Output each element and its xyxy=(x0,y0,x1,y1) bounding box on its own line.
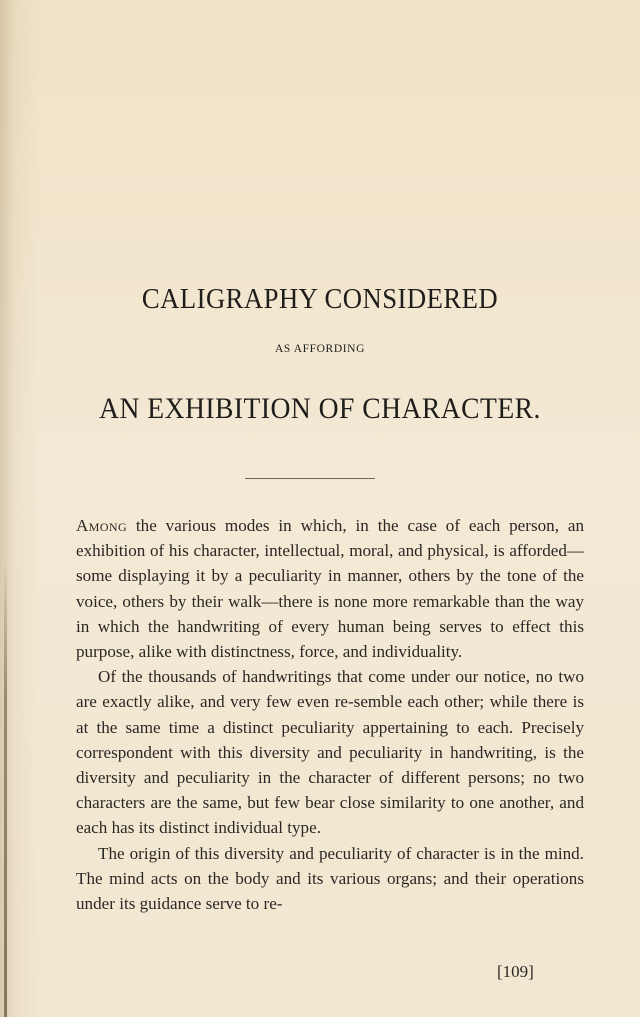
chapter-title: CALIGRAPHY CONSIDERED xyxy=(141,283,499,315)
paragraph-1-lead-word: Among xyxy=(76,516,128,535)
chapter-title-continued: AN EXHIBITION OF CHARACTER. xyxy=(99,392,541,425)
body-text xyxy=(76,513,584,916)
paragraph-2: Of the thousands of handwritings that come under our notice, no two are exactly alike, and very few even re-semble each other; while there is at the same time a distinct peculiarity appertaining to each. Precisely correspondent with this diversity and peculiarity in handwriting, is the diversity and peculiarity in the character of different persons; no two characters are the same, but few bear close similarity to one another, and each has its distinct individual type. xyxy=(76,667,584,838)
section-divider xyxy=(245,478,375,479)
page-number: [109] xyxy=(497,962,534,981)
page-binding-shadow xyxy=(4,560,7,1017)
paragraph-1-text: the various modes in which, in the case of each person, an exhibition of his character, intellectual, moral, and physical, is afforded—some displaying it by a peculiarity in manner, others by the tone of the voice, others by their walk—there is none more remarkable than the way in which the handwriting of every human being serves to effect this purpose, alike with distinctness, force, and individuality. xyxy=(76,516,584,662)
paragraph-1 xyxy=(76,513,584,664)
chapter-subtitle: AS AFFORDING xyxy=(275,343,365,355)
paragraph-3: The origin of this diversity and peculiarity of character is in the mind. The mind acts on the body and its various organs; and their operations under its guidance serve to re- xyxy=(76,843,584,914)
